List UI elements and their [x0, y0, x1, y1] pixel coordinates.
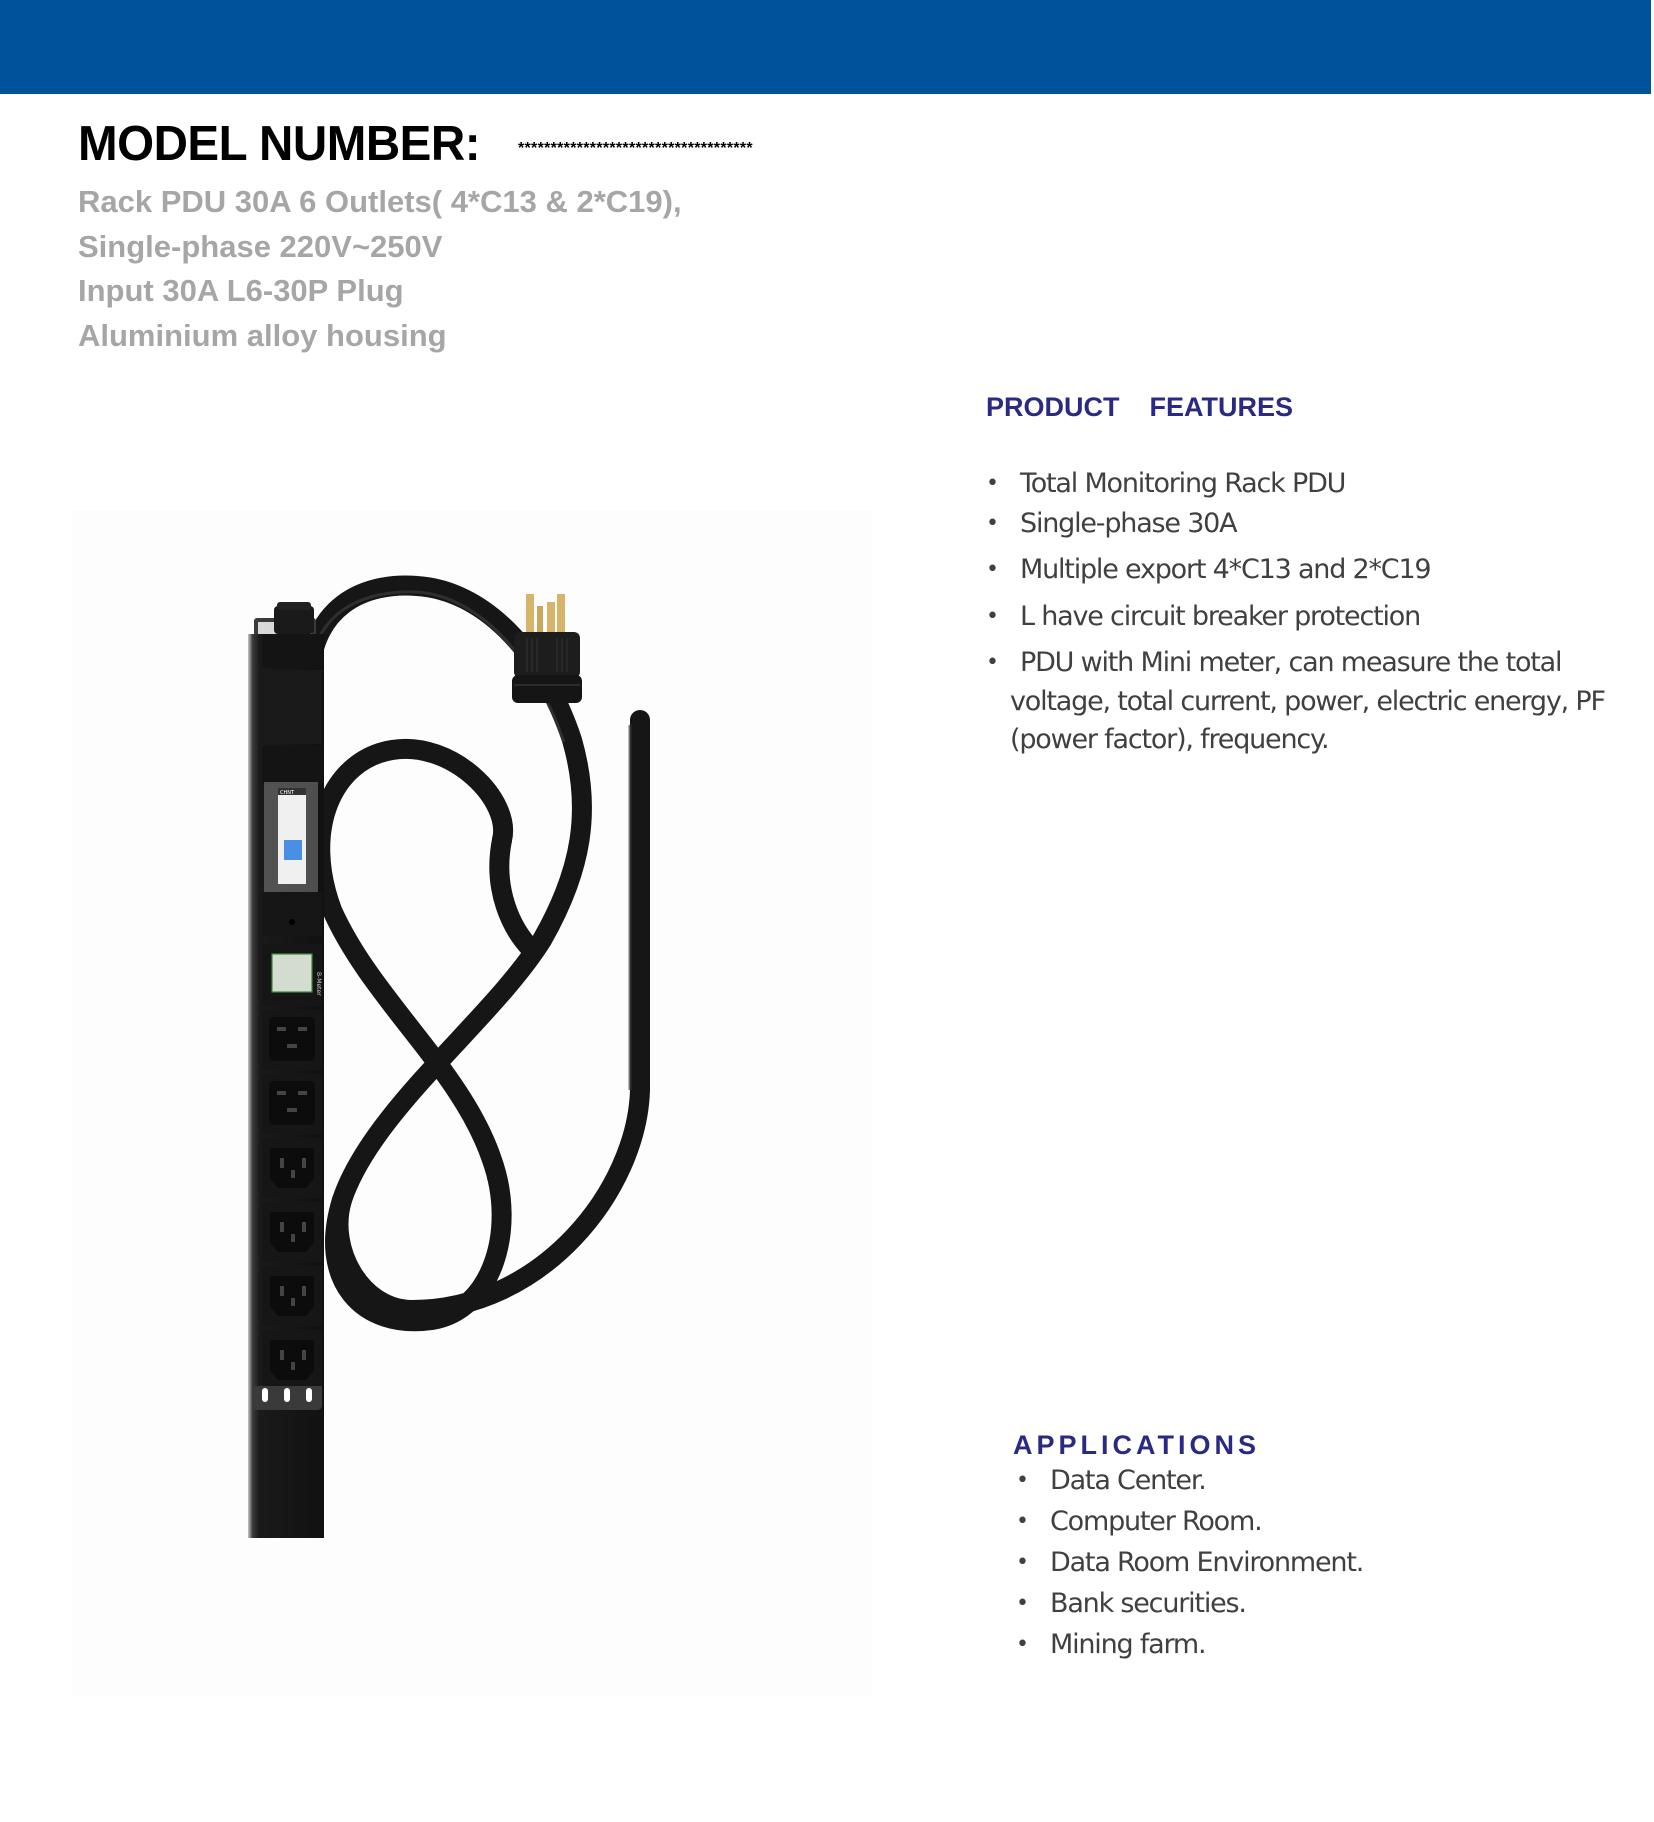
- meter-display: [272, 954, 312, 992]
- application-item: • Data Center.: [1016, 1460, 1363, 1501]
- cable-gland: [274, 606, 314, 634]
- power-cable: [309, 585, 640, 1321]
- bullet-icon: •: [1016, 1509, 1028, 1534]
- model-number-value: ************************************: [518, 140, 753, 157]
- bullet-icon: •: [986, 650, 998, 675]
- outlet-c19: [262, 1074, 322, 1134]
- outlet-c13: [262, 1330, 322, 1390]
- product-features-list: [986, 464, 1626, 760]
- outlet-c19: [262, 1010, 322, 1070]
- spec-line-housing: Aluminium alloy housing: [78, 317, 447, 353]
- application-item: • Mining farm.: [1016, 1624, 1363, 1665]
- applications-list: [1016, 1460, 1363, 1665]
- bullet-icon: •: [1016, 1591, 1028, 1616]
- application-item: • Data Room Environment.: [1016, 1542, 1363, 1583]
- outlet-c13: [262, 1138, 322, 1198]
- spec-line-phase: Single-phase 220V~250V: [78, 228, 443, 264]
- circuit-breaker: [278, 788, 306, 884]
- applications-heading: APPLICATIONS: [1013, 1430, 1261, 1460]
- spec-line-input: Input 30A L6-30P Plug: [78, 273, 404, 308]
- feature-item: • Total Monitoring Rack PDU: [986, 464, 1626, 504]
- feature-item: • L have circuit breaker protection: [986, 597, 1626, 644]
- outlet-c13: [262, 1202, 322, 1262]
- model-number-line: [78, 116, 753, 172]
- model-number-label: MODEL NUMBER:: [78, 117, 481, 171]
- bullet-icon: •: [1016, 1632, 1028, 1657]
- bullet-icon: •: [986, 511, 998, 536]
- breaker-toggle: [284, 840, 302, 860]
- spec-summary: [78, 180, 682, 358]
- feature-item: • PDU with Mini meter, can measure the total voltage, total current, power, electric energy, PF (power factor), frequency.: [986, 644, 1626, 760]
- application-item: • Bank securities.: [1016, 1583, 1363, 1624]
- bullet-icon: •: [986, 604, 998, 629]
- feature-item: • Single-phase 30A: [986, 504, 1626, 550]
- header-band: [0, 0, 1651, 94]
- spec-line-outlets: Rack PDU 30A 6 Outlets( 4*C13 & 2*C19),: [78, 184, 682, 219]
- bullet-icon: •: [1016, 1468, 1028, 1493]
- product-features-heading: PRODUCT FEATURES: [986, 392, 1294, 422]
- l6-30p-plug: [512, 594, 582, 703]
- outlet-c13: [262, 1266, 322, 1326]
- bullet-icon: •: [986, 471, 998, 496]
- svg-text:CHNT: CHNT: [280, 790, 295, 796]
- svg-text:B-Meter: B-Meter: [315, 972, 322, 996]
- bullet-icon: •: [1016, 1550, 1028, 1575]
- application-item: • Computer Room.: [1016, 1501, 1363, 1542]
- product-photo: [72, 510, 872, 1695]
- bullet-icon: •: [986, 557, 998, 582]
- feature-item: • Multiple export 4*C13 and 2*C19: [986, 550, 1626, 597]
- pdu-strip: [248, 602, 324, 1538]
- pdu-illustration: [72, 510, 872, 1695]
